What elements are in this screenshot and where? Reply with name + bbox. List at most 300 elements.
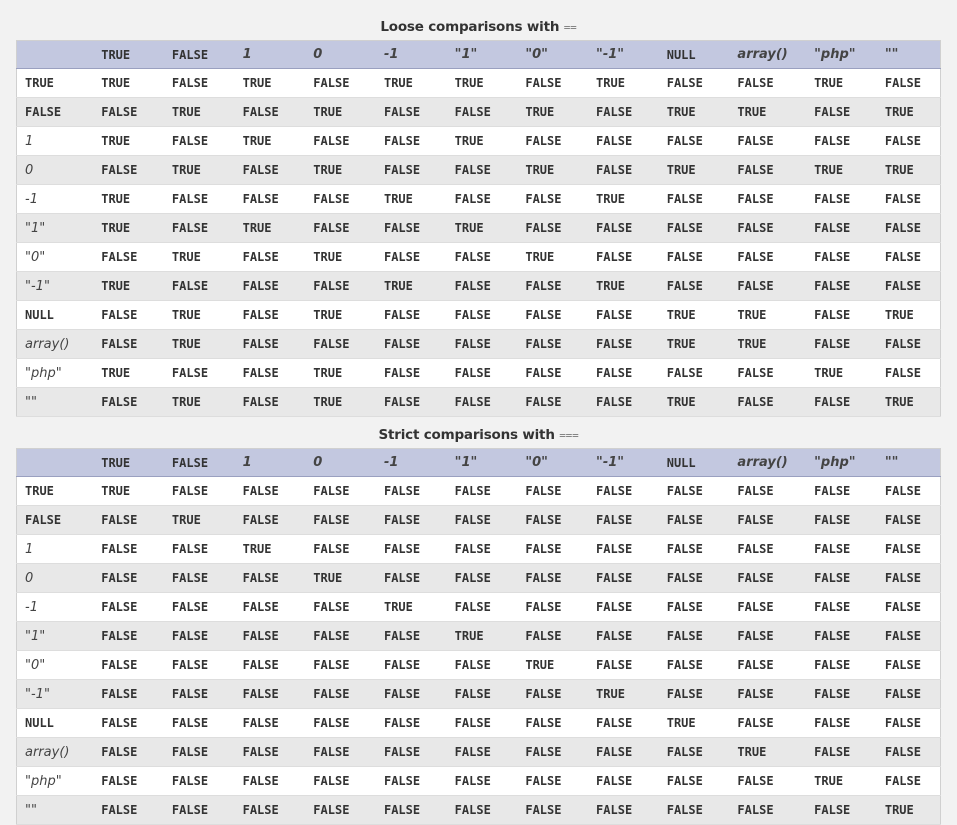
table-cell: TRUE: [877, 98, 941, 127]
table-cell: FALSE: [235, 98, 306, 127]
table-cell: FALSE: [806, 506, 877, 535]
table-row: [17, 709, 941, 738]
table-cell: FALSE: [235, 622, 306, 651]
table-cell: TRUE: [376, 69, 447, 98]
table-cell: FALSE: [447, 243, 518, 272]
table-cell: FALSE: [235, 506, 306, 535]
table-cell: FALSE: [729, 214, 806, 243]
table-cell: FALSE: [877, 243, 941, 272]
table-cell: TRUE: [235, 535, 306, 564]
table-cell: FALSE: [806, 796, 877, 825]
table-cell: FALSE: [517, 127, 588, 156]
table-cell: FALSE: [447, 709, 518, 738]
table-cell: FALSE: [164, 185, 235, 214]
table-cell: FALSE: [659, 127, 730, 156]
table-cell: FALSE: [659, 593, 730, 622]
table-cell: FALSE: [588, 301, 659, 330]
table-cell: FALSE: [93, 709, 164, 738]
table-cell: FALSE: [447, 767, 518, 796]
table-cell: TRUE: [729, 301, 806, 330]
table-cell: FALSE: [729, 709, 806, 738]
row-header: 0: [17, 156, 94, 185]
table-cell: FALSE: [659, 622, 730, 651]
table-cell: FALSE: [729, 796, 806, 825]
header-corner-cell: [17, 449, 94, 477]
table-cell: TRUE: [877, 388, 941, 417]
table-cell: FALSE: [447, 796, 518, 825]
table-cell: FALSE: [305, 506, 376, 535]
loose-comparisons-section: [16, 14, 941, 417]
table-cell: FALSE: [93, 796, 164, 825]
row-header: -1: [17, 593, 94, 622]
table-cell: FALSE: [806, 535, 877, 564]
table-row: [17, 622, 941, 651]
table-cell: FALSE: [164, 680, 235, 709]
table-cell: FALSE: [164, 477, 235, 506]
table-cell: FALSE: [235, 301, 306, 330]
table-cell: FALSE: [729, 680, 806, 709]
table-cell: TRUE: [729, 330, 806, 359]
table-cell: FALSE: [447, 156, 518, 185]
table-cell: FALSE: [164, 593, 235, 622]
table-cell: FALSE: [729, 477, 806, 506]
table-cell: FALSE: [877, 622, 941, 651]
table-cell: TRUE: [305, 243, 376, 272]
table-row: [17, 535, 941, 564]
table-cell: FALSE: [588, 156, 659, 185]
table-cell: FALSE: [877, 477, 941, 506]
row-header: NULL: [17, 301, 94, 330]
table-cell: FALSE: [806, 127, 877, 156]
table-cell: FALSE: [659, 243, 730, 272]
table-cell: FALSE: [376, 243, 447, 272]
row-header: TRUE: [17, 477, 94, 506]
table-cell: TRUE: [517, 651, 588, 680]
table-cell: TRUE: [806, 767, 877, 796]
table-cell: FALSE: [235, 564, 306, 593]
table-cell: FALSE: [93, 767, 164, 796]
table-row: [17, 214, 941, 243]
table-cell: FALSE: [93, 738, 164, 767]
table-cell: TRUE: [877, 301, 941, 330]
table-cell: TRUE: [164, 98, 235, 127]
table-cell: FALSE: [93, 330, 164, 359]
table-cell: FALSE: [877, 214, 941, 243]
table-cell: FALSE: [877, 359, 941, 388]
table-cell: FALSE: [93, 243, 164, 272]
table-cell: FALSE: [93, 651, 164, 680]
table-cell: TRUE: [93, 359, 164, 388]
table-cell: FALSE: [517, 767, 588, 796]
table-cell: FALSE: [235, 243, 306, 272]
column-header: FALSE: [164, 41, 235, 69]
table-cell: TRUE: [447, 69, 518, 98]
table-cell: FALSE: [447, 535, 518, 564]
table-cell: FALSE: [729, 506, 806, 535]
column-header: 1: [235, 41, 306, 69]
table-cell: TRUE: [806, 156, 877, 185]
row-header: 0: [17, 564, 94, 593]
table-cell: FALSE: [877, 593, 941, 622]
table-cell: FALSE: [447, 564, 518, 593]
table-cell: TRUE: [164, 506, 235, 535]
table-cell: FALSE: [729, 359, 806, 388]
column-header: 1: [235, 449, 306, 477]
table-cell: FALSE: [164, 535, 235, 564]
table-cell: FALSE: [447, 680, 518, 709]
table-cell: FALSE: [376, 214, 447, 243]
table-cell: TRUE: [305, 98, 376, 127]
table-cell: FALSE: [93, 593, 164, 622]
table-cell: FALSE: [588, 796, 659, 825]
column-header: array(): [729, 41, 806, 69]
caption-operator: ==: [563, 21, 577, 34]
column-header: 0: [305, 41, 376, 69]
row-header: -1: [17, 185, 94, 214]
table-cell: TRUE: [376, 185, 447, 214]
table-cell: TRUE: [806, 359, 877, 388]
table-cell: FALSE: [806, 301, 877, 330]
table-cell: TRUE: [588, 680, 659, 709]
table-cell: FALSE: [447, 185, 518, 214]
table-row: [17, 127, 941, 156]
table-cell: FALSE: [376, 738, 447, 767]
table-cell: TRUE: [806, 69, 877, 98]
table-row: [17, 477, 941, 506]
table-cell: FALSE: [806, 477, 877, 506]
table-cell: FALSE: [93, 98, 164, 127]
column-header: "-1": [588, 41, 659, 69]
table-cell: FALSE: [588, 738, 659, 767]
table-row: [17, 651, 941, 680]
column-header: "0": [517, 449, 588, 477]
table-cell: FALSE: [235, 593, 306, 622]
table-cell: FALSE: [659, 738, 730, 767]
table-cell: FALSE: [305, 127, 376, 156]
table-cell: TRUE: [376, 593, 447, 622]
table-cell: FALSE: [729, 767, 806, 796]
table-cell: FALSE: [806, 593, 877, 622]
table-cell: FALSE: [659, 185, 730, 214]
column-header: array(): [729, 449, 806, 477]
table-cell: FALSE: [305, 477, 376, 506]
table-cell: FALSE: [588, 651, 659, 680]
table-cell: FALSE: [93, 156, 164, 185]
table-cell: FALSE: [164, 69, 235, 98]
table-row: [17, 98, 941, 127]
table-cell: FALSE: [93, 680, 164, 709]
table-cell: FALSE: [235, 388, 306, 417]
table-cell: FALSE: [588, 622, 659, 651]
row-header: NULL: [17, 709, 94, 738]
table-cell: FALSE: [806, 622, 877, 651]
table-cell: FALSE: [729, 69, 806, 98]
table-cell: TRUE: [588, 272, 659, 301]
table-cell: FALSE: [729, 622, 806, 651]
table-cell: TRUE: [517, 98, 588, 127]
table-cell: TRUE: [93, 477, 164, 506]
table-cell: FALSE: [517, 593, 588, 622]
table-cell: TRUE: [729, 738, 806, 767]
table-cell: FALSE: [517, 388, 588, 417]
table-cell: FALSE: [235, 185, 306, 214]
table-cell: FALSE: [376, 301, 447, 330]
table-cell: FALSE: [517, 477, 588, 506]
table-cell: FALSE: [376, 156, 447, 185]
table-cell: TRUE: [447, 622, 518, 651]
table-cell: FALSE: [806, 330, 877, 359]
table-cell: FALSE: [517, 185, 588, 214]
table-cell: FALSE: [877, 564, 941, 593]
table-cell: TRUE: [877, 156, 941, 185]
row-header: array(): [17, 330, 94, 359]
table-cell: FALSE: [93, 535, 164, 564]
table-cell: FALSE: [588, 477, 659, 506]
header-row: [17, 41, 941, 69]
table-cell: FALSE: [235, 796, 306, 825]
table-cell: FALSE: [806, 272, 877, 301]
column-header: NULL: [659, 41, 730, 69]
table-cell: FALSE: [877, 272, 941, 301]
table-cell: FALSE: [517, 214, 588, 243]
table-cell: FALSE: [164, 767, 235, 796]
table-cell: FALSE: [517, 272, 588, 301]
table-cell: FALSE: [877, 69, 941, 98]
table-cell: TRUE: [164, 301, 235, 330]
table-cell: FALSE: [376, 359, 447, 388]
table-cell: FALSE: [517, 738, 588, 767]
caption-title: Strict comparisons with: [378, 427, 555, 443]
table-cell: FALSE: [376, 98, 447, 127]
table-cell: FALSE: [93, 506, 164, 535]
row-header: "php": [17, 767, 94, 796]
table-cell: FALSE: [93, 388, 164, 417]
strict-comparison-table: [16, 448, 941, 825]
table-cell: FALSE: [729, 185, 806, 214]
table-cell: TRUE: [588, 185, 659, 214]
table-cell: FALSE: [659, 535, 730, 564]
column-header: TRUE: [93, 449, 164, 477]
row-header: "": [17, 388, 94, 417]
table-cell: FALSE: [517, 564, 588, 593]
table-row: [17, 388, 941, 417]
table-cell: FALSE: [376, 767, 447, 796]
table-cell: FALSE: [877, 680, 941, 709]
column-header: NULL: [659, 449, 730, 477]
table-cell: TRUE: [93, 127, 164, 156]
column-header: "1": [447, 449, 518, 477]
row-header: "0": [17, 243, 94, 272]
table-cell: FALSE: [729, 388, 806, 417]
table-cell: FALSE: [517, 69, 588, 98]
table-cell: FALSE: [376, 330, 447, 359]
table-cell: FALSE: [729, 243, 806, 272]
table-cell: FALSE: [376, 564, 447, 593]
table-cell: TRUE: [877, 796, 941, 825]
table-cell: FALSE: [447, 301, 518, 330]
column-header: "0": [517, 41, 588, 69]
table-cell: FALSE: [877, 651, 941, 680]
table-cell: FALSE: [588, 709, 659, 738]
table-cell: FALSE: [729, 651, 806, 680]
table-cell: FALSE: [305, 796, 376, 825]
column-header: -1: [376, 449, 447, 477]
table-cell: TRUE: [164, 330, 235, 359]
table-cell: FALSE: [376, 388, 447, 417]
table-cell: FALSE: [305, 272, 376, 301]
table-cell: FALSE: [305, 593, 376, 622]
table-cell: FALSE: [517, 796, 588, 825]
table-cell: FALSE: [164, 709, 235, 738]
table-cell: FALSE: [447, 330, 518, 359]
table-cell: TRUE: [729, 98, 806, 127]
table-cell: FALSE: [376, 622, 447, 651]
row-header: 1: [17, 535, 94, 564]
table-row: [17, 359, 941, 388]
table-row: [17, 156, 941, 185]
table-row: [17, 243, 941, 272]
table-cell: FALSE: [659, 767, 730, 796]
column-header: "-1": [588, 449, 659, 477]
table-cell: TRUE: [235, 69, 306, 98]
table-cell: FALSE: [588, 506, 659, 535]
table-cell: FALSE: [305, 622, 376, 651]
table-cell: FALSE: [806, 185, 877, 214]
header-row: [17, 449, 941, 477]
table-cell: FALSE: [877, 506, 941, 535]
loose-comparison-table: [16, 40, 941, 417]
table-row: [17, 272, 941, 301]
table-cell: TRUE: [659, 301, 730, 330]
table-cell: FALSE: [447, 388, 518, 417]
table-cell: FALSE: [235, 651, 306, 680]
table-cell: FALSE: [447, 651, 518, 680]
table-cell: TRUE: [164, 156, 235, 185]
table-cell: FALSE: [235, 709, 306, 738]
table-cell: FALSE: [877, 127, 941, 156]
table-cell: FALSE: [164, 564, 235, 593]
row-header: "1": [17, 214, 94, 243]
column-header: "": [877, 41, 941, 69]
table-cell: TRUE: [93, 214, 164, 243]
table-row: [17, 593, 941, 622]
table-cell: FALSE: [305, 767, 376, 796]
table-cell: FALSE: [659, 477, 730, 506]
table-cell: FALSE: [729, 127, 806, 156]
row-header: "1": [17, 622, 94, 651]
row-header: "-1": [17, 680, 94, 709]
table-cell: FALSE: [164, 738, 235, 767]
table-cell: FALSE: [588, 535, 659, 564]
column-header: "php": [806, 449, 877, 477]
table-cell: FALSE: [877, 709, 941, 738]
table-cell: FALSE: [235, 156, 306, 185]
table-cell: FALSE: [588, 127, 659, 156]
table-cell: TRUE: [93, 272, 164, 301]
table-cell: FALSE: [164, 359, 235, 388]
table-cell: FALSE: [517, 680, 588, 709]
table-cell: FALSE: [588, 767, 659, 796]
table-cell: FALSE: [659, 69, 730, 98]
table-cell: TRUE: [588, 69, 659, 98]
table-cell: TRUE: [447, 127, 518, 156]
table-cell: FALSE: [235, 272, 306, 301]
table-cell: FALSE: [729, 593, 806, 622]
table-row: [17, 564, 941, 593]
table-cell: FALSE: [806, 709, 877, 738]
header-corner-cell: [17, 41, 94, 69]
table-cell: FALSE: [235, 330, 306, 359]
row-header: TRUE: [17, 69, 94, 98]
column-header: -1: [376, 41, 447, 69]
row-header: FALSE: [17, 98, 94, 127]
row-header: "php": [17, 359, 94, 388]
table-cell: FALSE: [877, 330, 941, 359]
table-cell: FALSE: [93, 622, 164, 651]
row-header: "0": [17, 651, 94, 680]
table-cell: FALSE: [376, 680, 447, 709]
table-cell: TRUE: [659, 98, 730, 127]
table-cell: TRUE: [305, 388, 376, 417]
table-cell: TRUE: [659, 709, 730, 738]
table-cell: FALSE: [806, 738, 877, 767]
table-cell: FALSE: [588, 564, 659, 593]
table-cell: FALSE: [164, 214, 235, 243]
table-cell: FALSE: [588, 359, 659, 388]
table-caption: [16, 14, 941, 40]
table-cell: TRUE: [164, 243, 235, 272]
table-cell: FALSE: [305, 330, 376, 359]
table-cell: FALSE: [305, 651, 376, 680]
table-row: [17, 767, 941, 796]
table-cell: FALSE: [729, 272, 806, 301]
table-row: [17, 301, 941, 330]
table-row: [17, 185, 941, 214]
table-cell: FALSE: [588, 214, 659, 243]
table-row: [17, 69, 941, 98]
strict-comparisons-section: [16, 422, 941, 825]
table-row: [17, 680, 941, 709]
table-cell: FALSE: [517, 359, 588, 388]
table-cell: FALSE: [376, 709, 447, 738]
table-cell: TRUE: [376, 272, 447, 301]
table-cell: FALSE: [729, 156, 806, 185]
table-cell: TRUE: [93, 69, 164, 98]
table-cell: FALSE: [235, 767, 306, 796]
table-cell: FALSE: [659, 680, 730, 709]
table-cell: FALSE: [93, 564, 164, 593]
table-cell: FALSE: [877, 738, 941, 767]
table-cell: FALSE: [235, 680, 306, 709]
table-cell: FALSE: [588, 330, 659, 359]
column-header: 0: [305, 449, 376, 477]
table-cell: FALSE: [447, 593, 518, 622]
table-cell: FALSE: [447, 359, 518, 388]
table-cell: FALSE: [729, 535, 806, 564]
table-cell: FALSE: [659, 214, 730, 243]
column-header: TRUE: [93, 41, 164, 69]
table-cell: TRUE: [305, 359, 376, 388]
table-cell: FALSE: [447, 506, 518, 535]
table-cell: FALSE: [93, 301, 164, 330]
table-cell: TRUE: [659, 156, 730, 185]
table-cell: FALSE: [659, 359, 730, 388]
row-header: FALSE: [17, 506, 94, 535]
table-cell: FALSE: [806, 243, 877, 272]
table-cell: FALSE: [305, 214, 376, 243]
table-cell: FALSE: [164, 622, 235, 651]
table-cell: FALSE: [164, 651, 235, 680]
